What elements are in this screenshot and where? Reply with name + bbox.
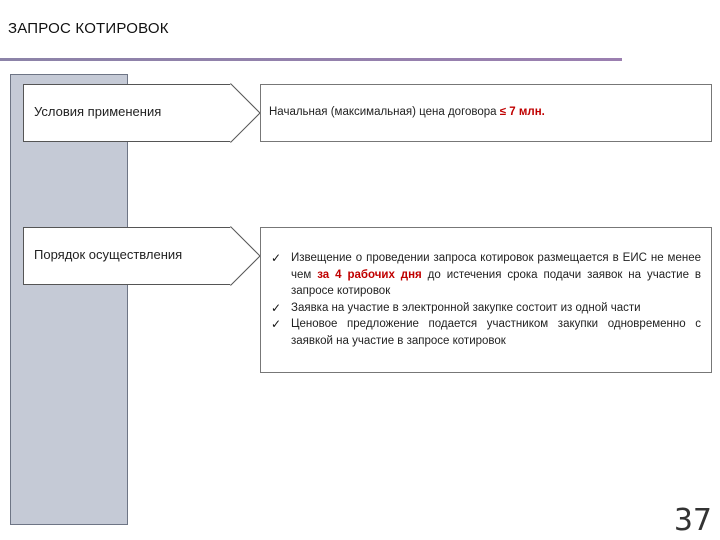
item-accent: за 4 рабочих дня bbox=[317, 268, 422, 281]
info-box-procedure bbox=[260, 227, 712, 373]
list-item bbox=[269, 316, 701, 349]
arrow-right-icon bbox=[230, 226, 261, 286]
arrow-right-icon bbox=[230, 83, 261, 143]
conditions-accent: ≤ 7 млн. bbox=[499, 106, 545, 118]
checkmark-icon: ✓ bbox=[271, 251, 282, 265]
list-item bbox=[269, 300, 701, 317]
label-conditions: Условия применения bbox=[23, 84, 231, 142]
checkmark-icon: ✓ bbox=[271, 300, 282, 315]
list-item bbox=[269, 250, 701, 300]
item-text: Ценовое предложение подается участником закупки одновременно с заявкой на участие в запросе котировок bbox=[291, 318, 701, 347]
item-text: Извещение о проведении запроса котировок размещается в ЕИС не менее чем bbox=[291, 252, 701, 281]
checkmark-icon: ✓ bbox=[271, 317, 282, 331]
page-title: ЗАПРОС КОТИРОВОК bbox=[8, 20, 169, 37]
conditions-text: Начальная (максимальная) цена договора bbox=[269, 106, 500, 118]
item-text: Заявка на участие в электронной закупке состоит из одной части bbox=[291, 301, 641, 314]
info-box-conditions bbox=[260, 84, 712, 142]
procedure-list bbox=[269, 250, 701, 349]
title-underline bbox=[0, 58, 622, 61]
label-procedure: Порядок осуществления bbox=[23, 227, 231, 285]
item-text-tail: до истечения срока подачи заявок на участие в запросе котировок bbox=[291, 268, 701, 297]
page-number: 37 bbox=[673, 503, 712, 538]
